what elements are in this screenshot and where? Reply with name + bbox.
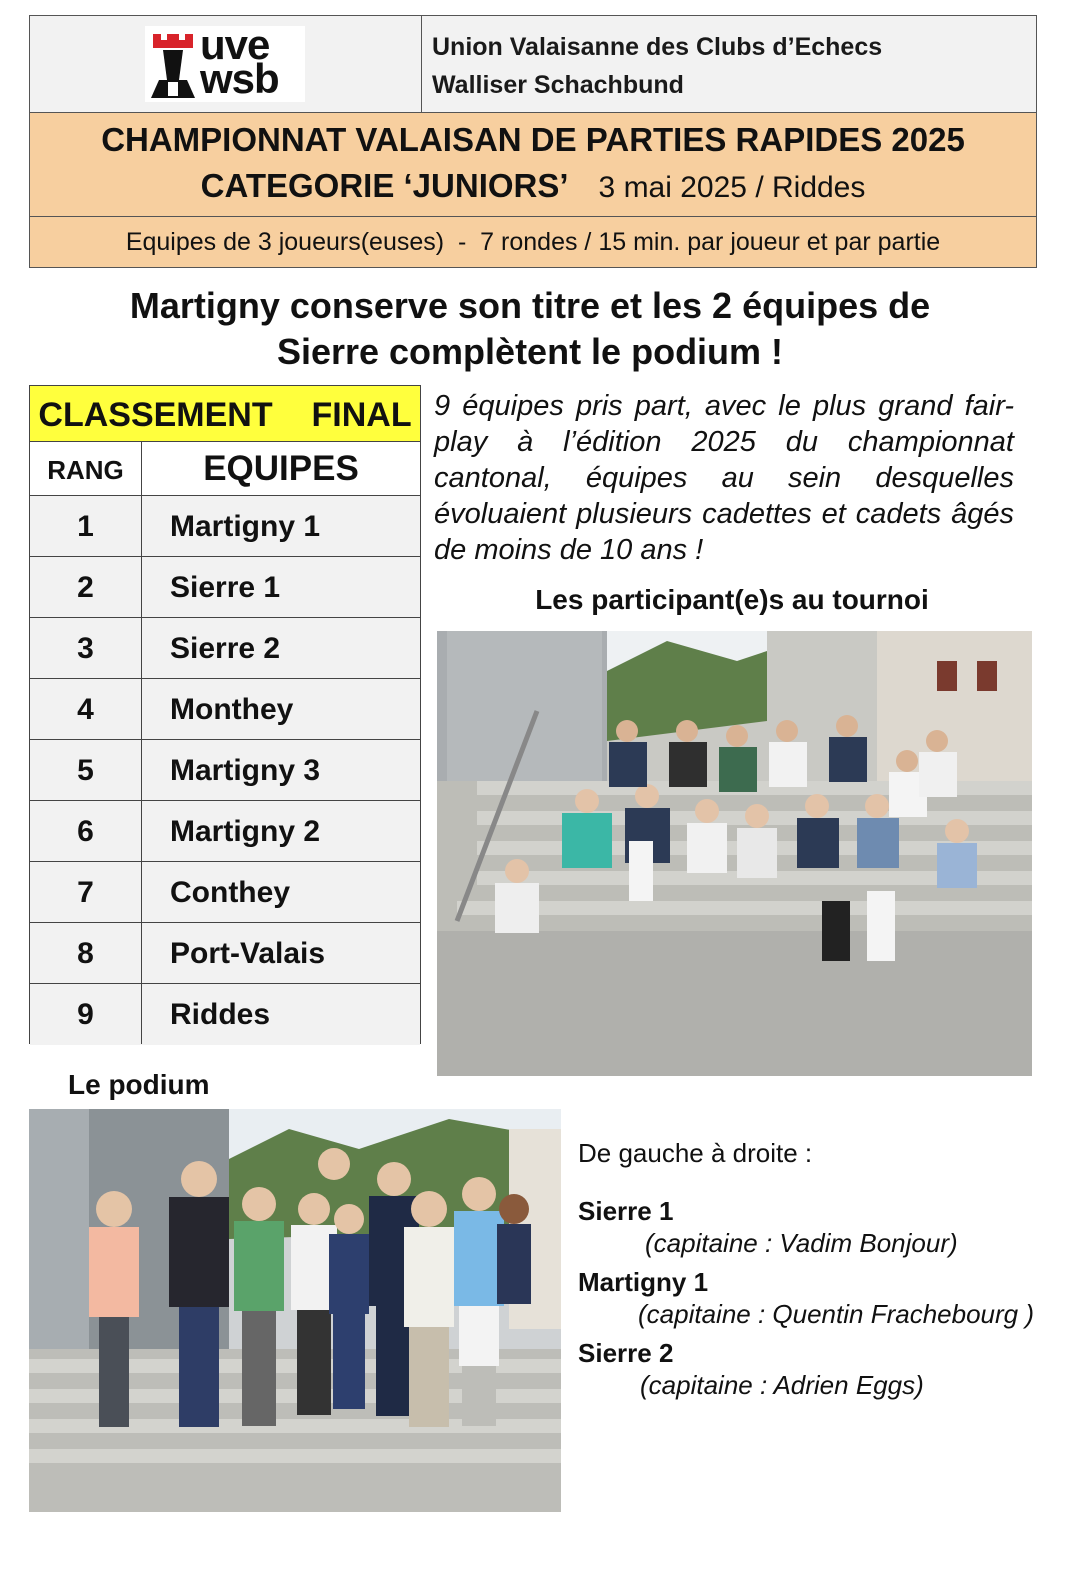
ranking-title: CLASSEMENT FINAL (30, 386, 420, 442)
team-cell: Martigny 1 (170, 510, 321, 543)
table-row (30, 618, 420, 679)
format-line: Equipes de 3 joueurs(euses) - 7 rondes / 15 min. par joueur et par partie (30, 217, 1036, 267)
podium-team-1: Sierre 1 (578, 1196, 674, 1226)
intro-paragraph: 9 équipes pris part, avec le plus grand fair-play à l’édition 2025 du championnat cantonal, équipes au sein desquelles évoluaient plusieurs cadettes et cadets âgés de moins de 10 ans ! (434, 390, 1014, 566)
table-row (30, 557, 420, 618)
podium-team-2: Martigny 1 (578, 1267, 709, 1297)
ranking-table (29, 385, 421, 1044)
category-label: CATEGORIE ‘JUNIORS’ (200, 167, 569, 204)
team-cell: Sierre 2 (170, 632, 281, 665)
podium-captain-1: (capitaine : Vadim Bonjour) (645, 1228, 958, 1258)
team-cell: Martigny 3 (170, 754, 321, 787)
col-header-team: EQUIPES (203, 449, 359, 488)
headline (30, 283, 1030, 375)
organization-names (432, 28, 882, 104)
team-cell: Monthey (170, 693, 294, 726)
rank-cell: 3 (30, 618, 142, 678)
team-cell: Conthey (170, 876, 290, 909)
podium-caption: Le podium (68, 1069, 210, 1100)
podium-intro: De gauche à droite : (578, 1138, 813, 1168)
header-top-row (30, 16, 1036, 113)
table-row (30, 496, 420, 557)
ranking-header-row (30, 442, 420, 496)
championship-title-band (30, 113, 1036, 217)
org-name-de: Walliser Schachbund (432, 71, 684, 99)
rank-cell: 1 (30, 496, 142, 556)
participants-caption: Les participant(e)s au tournoi (535, 584, 929, 615)
participants-photo (437, 631, 1032, 1076)
logo-cell (30, 16, 422, 113)
podium-team-3: Sierre 2 (578, 1338, 674, 1368)
podium-captain-3: (capitaine : Adrien Eggs) (640, 1370, 924, 1400)
team-cell: Sierre 1 (170, 571, 281, 604)
table-row (30, 679, 420, 740)
team-cell: Port-Valais (170, 937, 326, 970)
logo-text (200, 21, 279, 102)
col-header-rank: RANG (30, 442, 142, 495)
podium-photo (29, 1109, 561, 1512)
headline-line-1: Martigny conserve son titre et les 2 équipes de (129, 285, 931, 326)
logo-line-2: wsb (200, 55, 279, 102)
rank-cell: 8 (30, 923, 142, 983)
logo-line-1: uve (200, 21, 270, 68)
uve-wsb-logo (145, 21, 305, 102)
header-box (29, 15, 1037, 268)
org-name-fr: Union Valaisanne des Clubs d’Echecs (432, 33, 883, 61)
headline-line-2: Sierre complètent le podium ! (276, 331, 784, 372)
rank-cell: 5 (30, 740, 142, 800)
rank-cell: 6 (30, 801, 142, 861)
table-row (30, 984, 420, 1045)
team-cell: Martigny 2 (170, 815, 321, 848)
table-row (30, 923, 420, 984)
rank-cell: 7 (30, 862, 142, 922)
championship-title: CHAMPIONNAT VALAISAN DE PARTIES RAPIDES 2025 (101, 121, 965, 158)
table-row (30, 740, 420, 801)
table-row (30, 801, 420, 862)
category-line (30, 167, 1036, 205)
rank-cell: 2 (30, 557, 142, 617)
rank-cell: 4 (30, 679, 142, 739)
podium-captain-2: (capitaine : Quentin Frachebourg ) (638, 1299, 1034, 1329)
table-row (30, 862, 420, 923)
date-place: 3 mai 2025 / Riddes (598, 171, 866, 204)
rank-cell: 9 (30, 984, 142, 1044)
rook-icon (149, 30, 197, 98)
team-cell: Riddes (170, 998, 271, 1031)
